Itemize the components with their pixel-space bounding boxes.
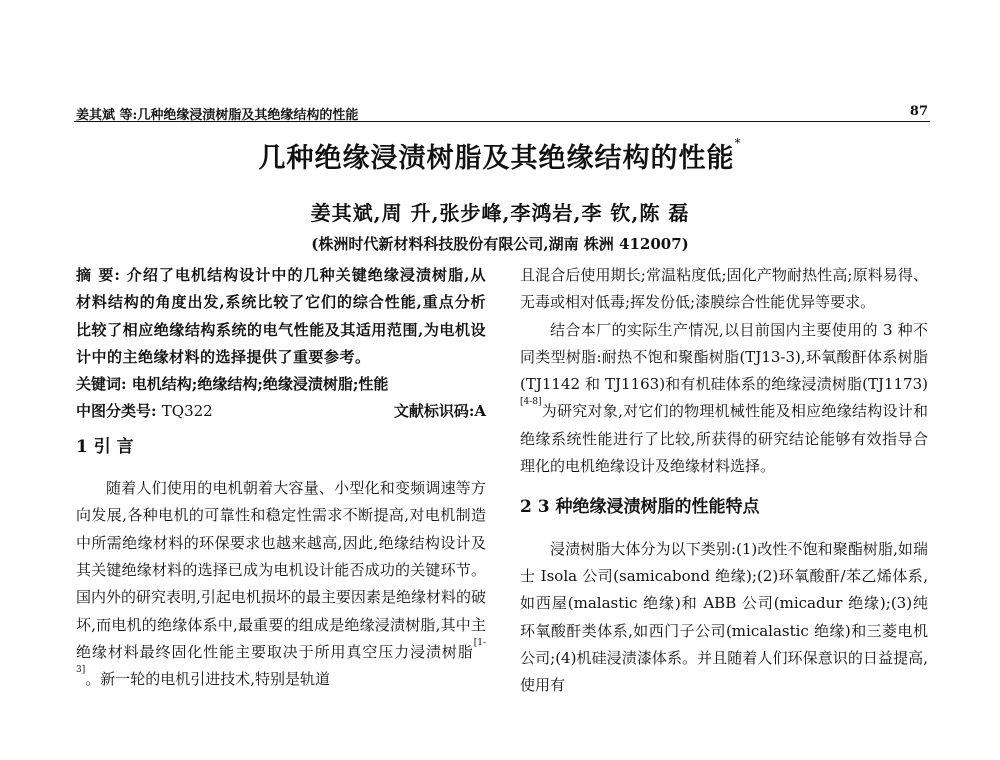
page-number: 87 — [909, 104, 928, 119]
intro-paragraph — [76, 475, 486, 693]
intro-text-a: 随着人们使用的电机朝着大容量、小型化和变频调速等方向发展,各种电机的可靠性和稳定性需求不断提高,对电机制造中所需绝缘材料的环保要求也越来越高,因此,绝缘结构设计及其关键绝缘材料的选择已成为电机设计能否成功的关键环节。国内外的研究表明,引起电机损坏的最主要因素是绝缘材料的破坏,而电机的绝缘体系中,最重要的组成是绝缘浸渍树脂,其中主绝缘材料最终固化性能主要取决于所用真空压力浸渍树脂 — [76, 479, 486, 661]
paper-title — [0, 136, 1000, 175]
clc-label: 中图分类号: — [76, 402, 157, 421]
running-head: 姜其斌 等:几种绝缘浸渍树脂及其绝缘结构的性能 — [76, 108, 359, 123]
section-heading-resin-properties: 2 3 种绝缘浸渍树脂的性能特点 — [520, 497, 760, 518]
intro-text-b: 。新一轮的电机引进技术,特别是轨道 — [85, 670, 331, 689]
abstract-text: 介绍了电机结构设计中的几种关键绝缘浸渍树脂,从材料结构的角度出发,系统比较了它们的综合性能,重点分析比较了相应绝缘结构系统的电气性能及其适用范围,为电机设计中的主绝缘材料的选择提供了重要参考。 — [76, 266, 486, 366]
continued-paragraph: 且混合后使用期长;常温粘度低;固化产物耐热性高;原料易得、无毒或相对低毒;挥发份低;漆膜综合性能优异等要求。 — [520, 266, 928, 312]
affiliation: (株洲时代新材料科技股份有限公司,湖南 株洲 412007) — [311, 235, 689, 253]
right-column — [520, 262, 928, 699]
left-column — [76, 262, 486, 693]
header-rule — [74, 121, 930, 122]
classification-row — [76, 398, 486, 425]
scope-text-b: 为研究对象,对它们的物理机械性能及相应绝缘结构设计和绝缘系统性能进行了比较,所获得的研究结论能够有效指导合理化的电机绝缘设计及绝缘材料选择。 — [520, 402, 928, 476]
doc-code-label: 文献标识码: — [393, 402, 475, 421]
abstract — [76, 262, 486, 371]
keywords-label: 关键词: — [76, 375, 127, 394]
section-heading-introduction: 1 引 言 — [76, 436, 134, 457]
doc-code-value: A — [474, 402, 486, 421]
author-list: 姜其斌,周 升,张步峰,李鸿岩,李 钦,陈 磊 — [310, 201, 690, 225]
keywords-text: 电机结构;绝缘结构;绝缘浸渍树脂;性能 — [131, 375, 389, 394]
document-code — [394, 398, 486, 425]
title-footnote-mark: * — [734, 136, 742, 150]
citation-ref: [4-8] — [520, 397, 542, 408]
resin-types-paragraph: 浸渍树脂大体分为以下类别:(1)改性不饱和聚酯树脂,如瑞士 Isola 公司(samicabond 绝缘);(2)环氧酸酐/苯乙烯体系,如西屋(malastic 绝缘)和 ABB 公司(micadur 绝缘);(3)纯环氧酸酐类体系,如西门子公司(micalastic 绝缘)和三菱电机公司;(4)机硅浸渍漆体系。并且随着人们环保意识的日益提高,使用有 — [520, 539, 928, 695]
abstract-label: 摘 要: — [76, 266, 121, 284]
research-scope-paragraph — [520, 317, 928, 481]
scope-text-a: 结合本厂的实际生产情况,以目前国内主要使用的 3 种不同类型树脂:耐热不饱和聚酯树脂(TJ13-3),环氧酸酐体系树脂(TJ1142 和 TJ1163)和有机硅体系的绝缘浸渍树脂(TJ1173) — [520, 320, 928, 394]
clc-value: TQ322 — [161, 402, 213, 421]
keywords — [76, 371, 486, 398]
paper-title-text: 几种绝缘浸渍树脂及其绝缘结构的性能 — [258, 143, 735, 174]
clc-number — [76, 398, 213, 425]
citation-ref: [1-3] — [76, 637, 486, 676]
